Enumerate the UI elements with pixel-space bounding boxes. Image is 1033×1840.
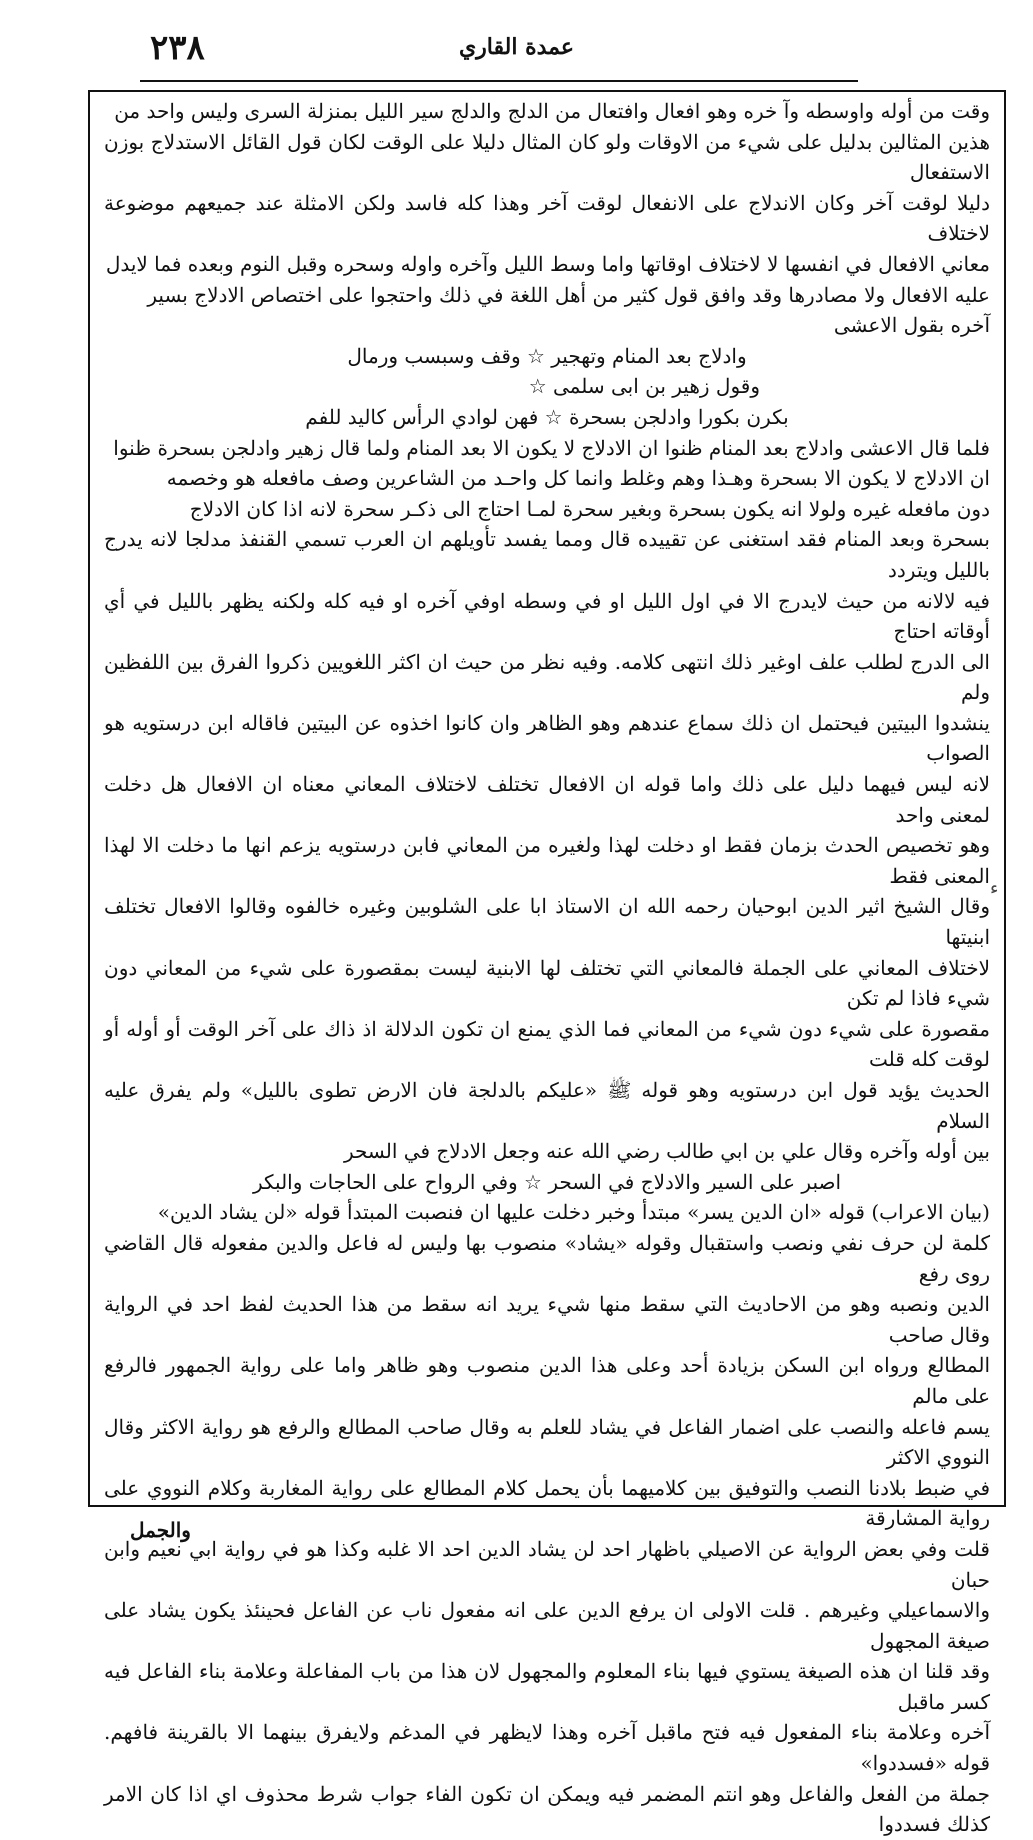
running-title: عمدة القاري bbox=[458, 34, 575, 60]
page-number: ٢٣٨ bbox=[150, 28, 205, 68]
margin-mark: ﺀ bbox=[990, 878, 999, 899]
verse-line: وادلاج بعد المنام وتهجير ☆ وقف وسبسب ورمال bbox=[347, 343, 747, 368]
catchword: والجمل bbox=[130, 1518, 191, 1542]
text-line: المطالع ورواه ابن السكن بزيادة أحد وعلى هذا الدين منصوب وهو ظاهر واما على رواية الجمهور فالرفع على مالم bbox=[104, 1353, 990, 1408]
text-line: ان الادلاج لا يكون الا بسحرة وهـذا وهم وغلط وانما كل واحـد من الشاعرين وصف مافعله هو وخصمه bbox=[166, 466, 990, 491]
text-line: بين أوله وآخره وقال علي بن ابي طالب رضي الله عنه وجعل الادلاج في السحر bbox=[343, 1139, 990, 1164]
text-line: (بيان الاعراب) قوله «ان الدين يسر» مبتدأ وخبر دخلت عليها ان فنصبت المبتدأ قوله «لن يشاد الدين» bbox=[157, 1200, 990, 1225]
text-line: الدين ونصبه وهو من الاحاديث التي سقط منها شيء يريد انه سقط من هذا الحديث لفظ احد في الرواية وقال صاحب bbox=[104, 1292, 990, 1347]
verse-line: بكرن بكورا وادلجن بسحرة ☆ فهن لوادي الرأس كاليد للفم bbox=[305, 404, 789, 429]
verse-intro: وقول زهير بن ابى سلمى ☆ bbox=[528, 374, 760, 399]
text-line: هذين المثالين بدليل على شيء من الاوقات ولو كان المثال دليلا على الوقت لكان قول القائل الاستدلاج بوزن الاستفعال bbox=[104, 129, 990, 185]
text-line: وهو تخصيص الحدث بزمان فقط او دخلت لهذا ولغيره من المعاني فابن درستويه يزعم انها ما دخلت الا لهذا المعنى فقط bbox=[104, 833, 990, 888]
text-line: يسم فاعله والنصب على اضمار الفاعل في يشاد للعلم به وقال صاحب المطالع والرفع هو رواية الاكثر وقال النووي الاكثر bbox=[104, 1414, 990, 1470]
text-line: والاسماعيلي وغيرهم . قلت الاولى ان يرفع الدين على انه مفعول ناب عن الفاعل فحينئذ يكون يشاد على صيغة المجهول bbox=[104, 1598, 990, 1653]
text-line: بسحرة وبعد المنام فقد استغنى عن تقييده قال ومما يفسد تأويلهم ان العرب تسمي القنفذ مدلجا لانه يدرج بالليل ويتردد bbox=[104, 527, 990, 582]
text-line: آخره وعلامة بناء المفعول فيه فتح ماقبل آخره وهذا لايظهر في المدغم ولايفرق بينهما الا بالقرينة فافهم. قوله «فسددوا» bbox=[104, 1720, 990, 1776]
text-line: مقصورة على شيء دون شيء من المعاني فما الذي يمنع ان تكون الدلالة اذ ذاك على آخر الوقت أو أوله أو لوقت كله قلت bbox=[104, 1016, 990, 1072]
text-line: في ضبط بلادنا النصب والتوفيق بين كلاميهما بأن يحمل كلام المطالع على رواية المغاربة وكلام النووي على رواية المشارقة bbox=[104, 1475, 990, 1531]
text-line: قلت وفي بعض الرواية عن الاصيلي باظهار احد لن يشاد الدين احد الا غلبه وكذا هو في رواية ابي نعيم وابن حبان bbox=[104, 1536, 990, 1592]
verse-line: اصبر على السير والادلاج في السحر ☆ وفي الرواح على الحاجات والبكر bbox=[252, 1169, 842, 1194]
text-line: لاختلاف المعاني على الجملة فالمعاني التي تختلف لها الابنية ليست بمقصورة على شيء من المعاني دون شيء فاذا لم تكن bbox=[104, 955, 990, 1011]
text-line: معاني الافعال في انفسها لا لاختلاف اوقاتها واما وسط الليل وآخره واوله وسحره وقبل النوم وبعده فما لايدل bbox=[105, 251, 990, 276]
text-line: آخره بقول الاعشى bbox=[833, 313, 990, 338]
text-line: عليه الافعال ولا مصادرها وقد وافق قول كثير من أهل اللغة في ذلك واحتجوا على اختصاص الادلاج بسير bbox=[147, 282, 990, 307]
text-line: لانه ليس فيهما دليل على ذلك واما قوله ان الافعال تختلف لاختلاف المعاني معناه ان الافعال هل دخلت لمعنى واحد bbox=[104, 772, 990, 827]
text-line: وقال الشيخ اثير الدين ابوحيان رحمه الله ان الاستاذ ابا على الشلوبين وغيره خالفوه وقالوا الافعال تختلف ابنيتها bbox=[104, 894, 990, 950]
text-line: وقد قلنا ان هذه الصيغة يستوي فيها بناء المعلوم والمجهول لان هذا من باب المفاعلة وعلامة بناء الفاعل فيه كسر ماقبل bbox=[104, 1659, 990, 1714]
text-line: ينشدوا البيتين فيحتمل ان ذلك سماع عندهم وهو الظاهر وان كانوا اخذوه عن البيتين فاقاله ابن درستويه هو الصواب bbox=[104, 710, 990, 766]
text-line: دون مافعله غيره ولولا انه يكون بسحرة وبغير سحرة لمـا احتاج الى ذكـر سحرة لانه اذا كان الادلاج bbox=[189, 496, 990, 521]
text-line: وقت من أوله واوسطه وآ خره وهو افعال وافتعال من الدلج والدلج سير الليل بمنزلة السرى وليس واحد من bbox=[114, 99, 990, 123]
text-line: فيه لالانه من حيث لايدرج الا في اول الليل او في وسطه اوفي آخره او فيه كله ولكنه يظهر بالليل في أي أوقاته احتاج bbox=[104, 588, 990, 644]
header-rule bbox=[140, 80, 858, 82]
text-line: دليلا لوقت آخر وكان الاندلاج على الانفعال لوقت آخر وهذا كله فاسد ولكن الامثلة عند جميعهم موضوعة لاختلاف bbox=[104, 190, 990, 246]
text-line: كلمة لن حرف نفي ونصب واستقبال وقوله «يشاد» منصوب بها وليس له فاعل والدين مفعوله قال القاضي روى رفع bbox=[104, 1230, 990, 1286]
text-line: جملة من الفعل والفاعل وهو انتم المضمر فيه ويمكن ان تكون الفاء جواب شرط محذوف اي اذا كان الامر كذلك فسددوا bbox=[104, 1781, 990, 1837]
text-line: فلما قال الاعشى وادلاج بعد المنام ظنوا ان الادلاج لا يكون الا بعد المنام ولما قال زهير وادلجن بسحرة ظنوا bbox=[113, 435, 990, 460]
main-text bbox=[104, 96, 990, 1840]
text-line: الى الدرج لطلب علف اوغير ذلك انتهى كلامه. وفيه نظر من حيث ان اكثر اللغويين ذكروا الفرق بين اللفظين ولم bbox=[104, 649, 990, 705]
text-line: الحديث يؤيد قول ابن درستويه وهو قوله ﷺ «عليكم بالدلجة فان الارض تطوى بالليل» ولم يفرق عليه السلام bbox=[104, 1078, 990, 1133]
